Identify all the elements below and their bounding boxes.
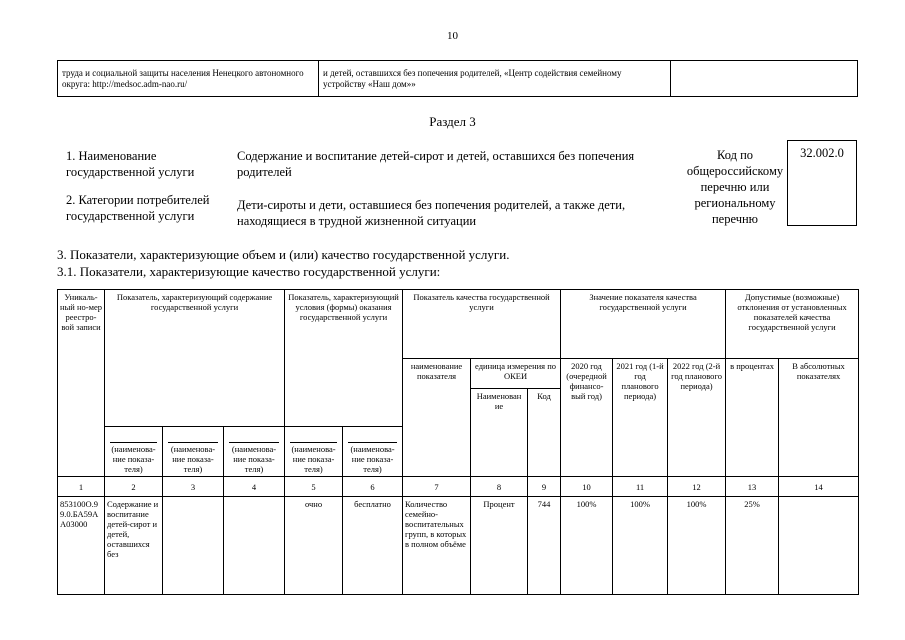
col-number: 4 [224, 477, 285, 497]
row-value-2020: 100% [561, 497, 613, 595]
service-category-value: Дети-сироты и дети, оставшиеся без попечения родителей, а также дети, находящиеся в трудной жизненной ситуации [237, 198, 626, 228]
row-unit-name: Процент [471, 497, 528, 595]
row-content-1: Содержание и воспитание детей-сирот и детей, оставшихся без [105, 497, 163, 595]
th-year-2022: 2022 год (2-й год планового периода) [668, 359, 726, 477]
th-year-2021: 2021 год (1-й год планового периода) [613, 359, 668, 477]
quality-indicators-table [57, 289, 859, 595]
col-number: 2 [105, 477, 163, 497]
header-cell-1: труда и социальной защиты населения Ненецкого автономного округа: http://medsoc.adm-nao.ru/ [58, 61, 319, 97]
th-indicator-name: наименование показателя [403, 359, 471, 477]
col-number: 5 [285, 477, 343, 497]
col-number: 1 [58, 477, 105, 497]
row-indicator-name: Количество семейно-воспитательных групп, в которых в полном объёме [403, 497, 471, 595]
col-number: 9 [528, 477, 561, 497]
th-sub-name-5: (наименова-ние показа-теля) [285, 427, 343, 477]
th-unit-name: Наименован ие [471, 389, 528, 477]
col-number: 7 [403, 477, 471, 497]
th-unit-code: Код [528, 389, 561, 477]
th-sub-name-4: (наименова-ние показа-теля) [224, 427, 285, 477]
code-value: 32.002.0 [787, 140, 857, 226]
th-unique-number: Уникаль-ный но-мер реестро-вой записи [58, 290, 105, 477]
row-deviation-absolute [779, 497, 859, 595]
col-number: 14 [779, 477, 859, 497]
row-condition-2: бесплатно [343, 497, 403, 595]
th-sub-name-3: (наименова-ние показа-теля) [163, 427, 224, 477]
th-conditions-indicator: Показатель, характеризующий условия (формы) оказания государственной услуги [285, 290, 403, 427]
th-absolute: В абсолютных показателях [779, 359, 859, 477]
th-unit: единица измерения по ОКЕИ [471, 359, 561, 389]
code-label: Код по общероссийскому перечню или региональному перечню [686, 148, 784, 226]
th-percent: в процентах [726, 359, 779, 477]
row-content-3 [224, 497, 285, 595]
service-name-label: 1. Наименование государственной услуги [66, 149, 195, 179]
th-year-2020: 2020 год (очередной финансо-вый год) [561, 359, 613, 477]
col-number: 12 [668, 477, 726, 497]
col-number: 8 [471, 477, 528, 497]
col-number: 3 [163, 477, 224, 497]
service-category-label: 2. Категории потребителей государственной услуги [66, 193, 210, 223]
quality-indicators-heading: 3.1. Показатели, характеризующие качество государственной услуги: [57, 264, 441, 279]
row-content-2 [163, 497, 224, 595]
th-value: Значение показателя качества государственной услуги [561, 290, 726, 359]
th-quality-indicator: Показатель качества государственной услуги [403, 290, 561, 359]
indicators-heading: 3. Показатели, характеризующие объем и (или) качество государственной услуги. [57, 247, 510, 262]
row-value-2022: 100% [668, 497, 726, 595]
th-sub-name-6: (наименова-ние показа-теля) [343, 427, 403, 477]
col-number: 10 [561, 477, 613, 497]
page-number: 10 [447, 30, 458, 42]
row-condition-1: очно [285, 497, 343, 595]
row-registry-number: 853100О.99.0.БА59АА03000 [58, 497, 105, 595]
section-title: Раздел 3 [429, 114, 476, 129]
header-continuation-table [57, 60, 858, 97]
service-name-value: Содержание и воспитание детей-сирот и детей, оставшихся без попечения родителей [237, 149, 635, 179]
col-number: 11 [613, 477, 668, 497]
row-value-2021: 100% [613, 497, 668, 595]
th-content-indicator: Показатель, характеризующий содержание государственной услуги [105, 290, 285, 427]
row-deviation-percent: 25% [726, 497, 779, 595]
header-cell-2: и детей, оставшихся без попечения родителей, «Центр содействия семейному устройству «Наш дом»» [319, 61, 671, 97]
col-number: 6 [343, 477, 403, 497]
th-sub-name-2: (наименова-ние показа-теля) [105, 427, 163, 477]
header-cell-3 [671, 61, 858, 97]
col-number: 13 [726, 477, 779, 497]
row-unit-code: 744 [528, 497, 561, 595]
th-deviation: Допустимые (возможные) отклонения от установленных показателей качества государственной услуги [726, 290, 859, 359]
